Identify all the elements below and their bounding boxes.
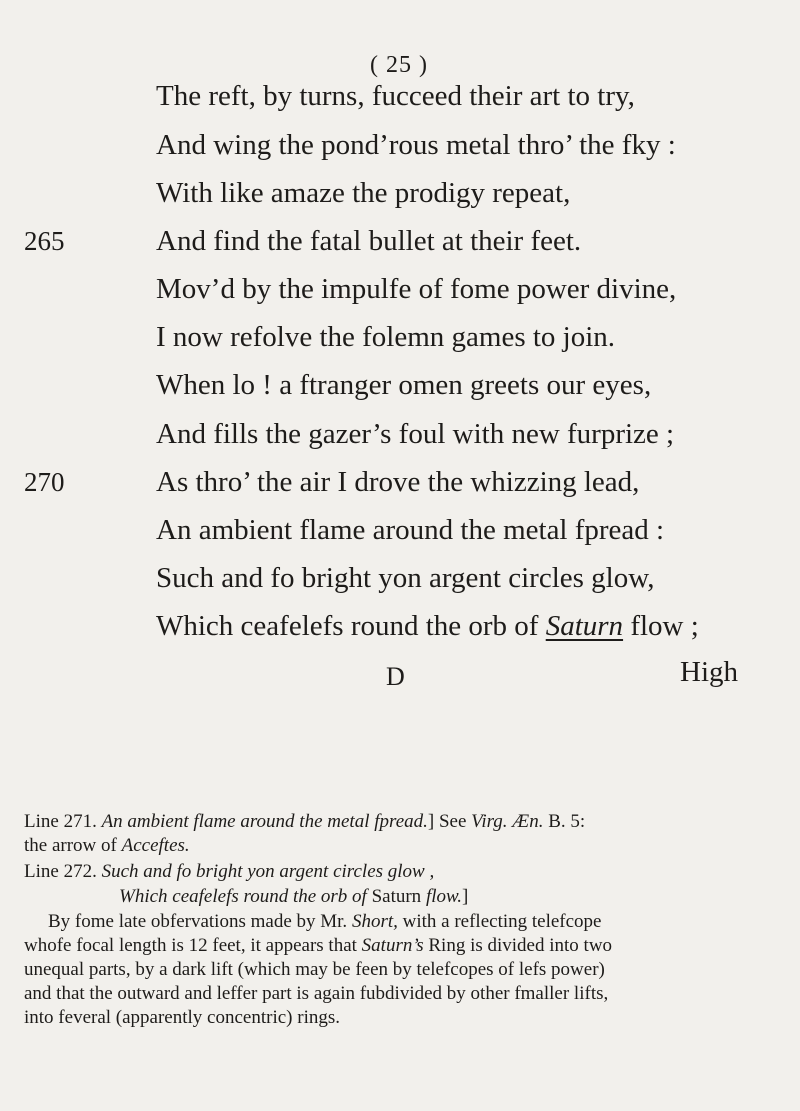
note-line: into feveral (apparently concentric) rings. [24, 1007, 340, 1028]
note-quote: Such and fo bright yon argent circles glow , [101, 861, 435, 882]
note-text: with a reflecting telefcope [397, 911, 602, 932]
verse-line: When lo ! a ftranger omen greets our eyes, [156, 369, 652, 401]
verse-line: And wing the pond’rous metal thro’ the fky : [156, 129, 676, 161]
note-reference: Virg. Æn. [471, 811, 544, 832]
note-label: Line 272. [24, 861, 102, 882]
note-name: Saturn [371, 886, 422, 907]
verse-line [156, 609, 699, 643]
note-line [24, 834, 190, 857]
note-line [48, 910, 602, 933]
verse-line: And find the fatal bullet at their feet. [156, 225, 582, 257]
note-line [24, 934, 612, 957]
page-number: ( 25 ) [370, 52, 428, 78]
note-line [24, 810, 585, 833]
note-name: Saturn’s [361, 935, 424, 956]
verse-line: The reft, by turns, fucceed their art to try, [156, 80, 635, 112]
note-name: Short, [351, 911, 398, 932]
note-text: By fome late obfervations made by Mr. [48, 911, 352, 932]
catchword: High [680, 656, 738, 688]
line-number: 265 [24, 226, 65, 256]
note-quote: An ambient flame around the metal fpread. [101, 811, 428, 832]
note-text: B. 5: [543, 811, 586, 832]
verse-line: With like amaze the prodigy repeat, [156, 177, 571, 209]
verse-line: I now refolve the folemn games to join. [156, 321, 616, 353]
verse-line: As thro’ the air I drove the whizzing lead, [156, 466, 640, 498]
saturn-word: Saturn [545, 610, 624, 642]
note-text: ] See [427, 811, 472, 832]
line-number: 270 [24, 467, 65, 497]
note-quote: Which ceafelefs round the orb of [119, 886, 372, 907]
verse-line: Such and fo bright yon argent circles glow, [156, 562, 655, 594]
note-line: unequal parts, by a dark lift (which may be feen by telefcopes of lefs power) [24, 959, 605, 980]
note-line [24, 860, 434, 883]
note-text: Ring is divided into two [423, 935, 613, 956]
note-text: ] [462, 886, 469, 907]
note-line [119, 885, 468, 908]
note-name: Acceftes. [121, 835, 190, 856]
verse-text-end: flow ; [623, 610, 699, 642]
note-text: the arrow of [24, 835, 122, 856]
signature-mark: D [386, 662, 405, 691]
note-label: Line 271. [24, 811, 102, 832]
note-quote: flow. [421, 886, 463, 907]
note-line: and that the outward and leffer part is again fubdivided by other fmaller lifts, [24, 983, 609, 1004]
note-text: whofe focal length is 12 feet, it appears that [24, 935, 362, 956]
verse-line: An ambient flame around the metal fpread : [156, 514, 665, 546]
verse-line: And fills the gazer’s foul with new furprize ; [156, 418, 675, 450]
verse-text: Which ceafelefs round the orb of [156, 610, 539, 642]
verse-line: Mov’d by the impulfe of fome power divine, [156, 273, 677, 305]
